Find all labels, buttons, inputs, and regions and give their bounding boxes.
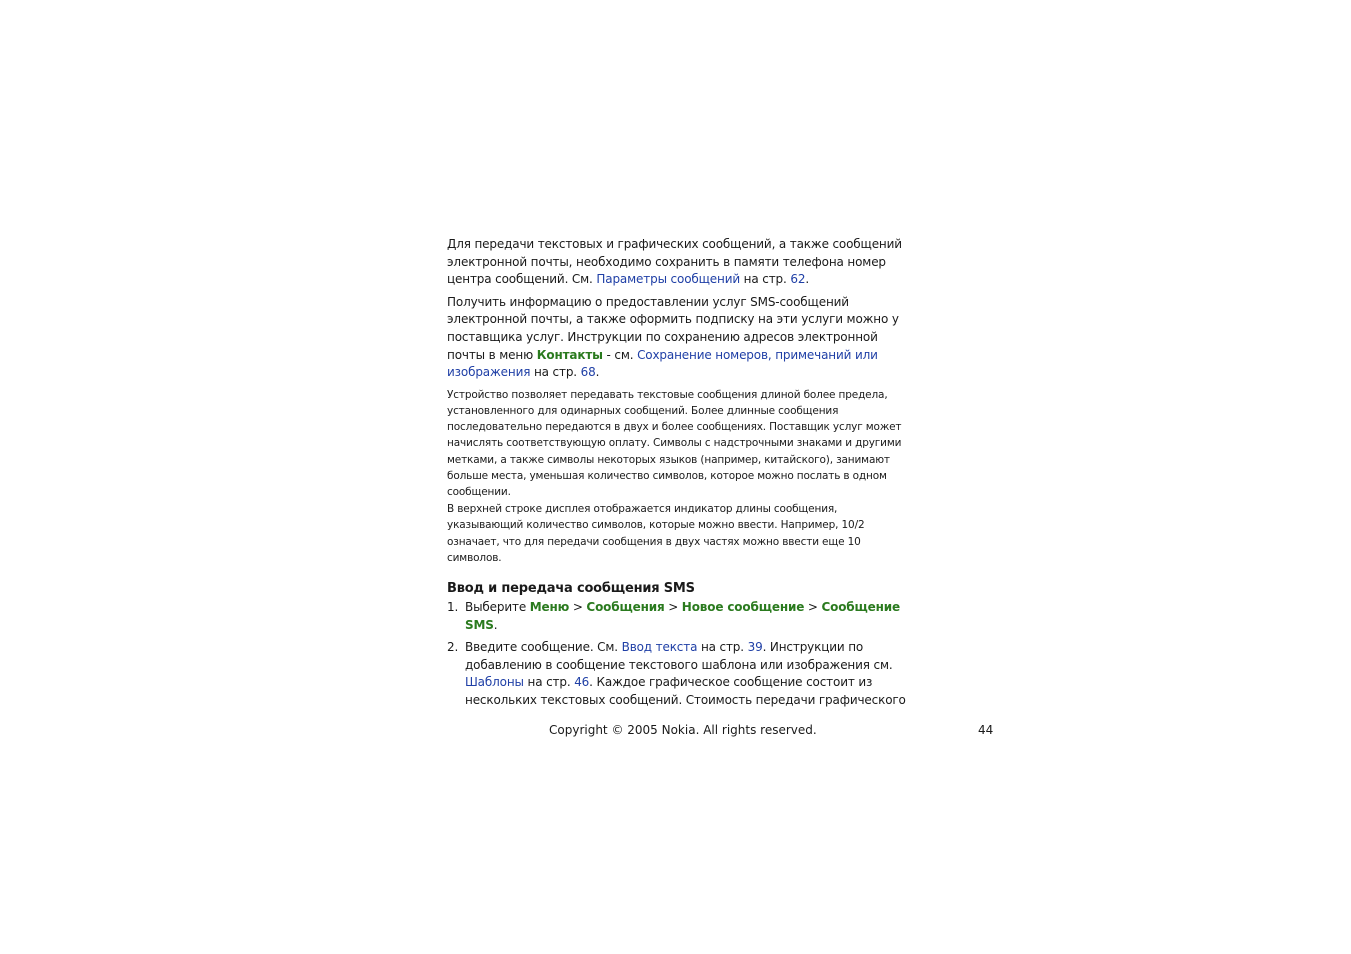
step-number: 2. <box>447 640 459 655</box>
menu-separator: > <box>569 599 587 614</box>
step-text: Введите сообщение. См. <box>465 640 622 655</box>
note-long-messages: Устройство позволяет передавать текстовые сообщения длиной более предела, установленного для одинарных сообщений. Более длинные сообщения последовательно передаются в двух и более сообщениях. Поставщик услуг может начислять соответствующую оплату. Символы с надстрочными знаками и другими метками, а также символы некоторых языков (например, китайского), занимают больше места, уменьшая количество символов, которое можно послать в одном сообщении. <box>447 388 902 498</box>
step-number: 1. <box>447 599 459 614</box>
link-text-input[interactable]: Ввод текста <box>621 640 698 655</box>
link-saving-numbers[interactable]: Сохранение номеров, примечаний или изображения <box>447 347 878 380</box>
link-message-settings[interactable]: Параметры сообщений <box>596 272 741 287</box>
paragraph-email-sms <box>447 294 909 382</box>
step-text: . <box>493 617 498 632</box>
page-number: 44 <box>978 723 994 737</box>
menu-term-sms-message: Сообщение SMS <box>465 599 901 632</box>
paragraph-message-center <box>447 236 909 289</box>
menu-term-menu: Меню <box>529 599 570 614</box>
paragraph-text: на стр. <box>740 272 791 287</box>
paragraph-text: Получить информацию о предоставлении услуг SMS-сообщений электронной почты, а также оформить подписку на эти услуги можно у поставщика услуг. Инструкции по сохранению адресов электронной почты в меню <box>447 294 899 362</box>
menu-term-contacts: Контакты <box>536 347 603 362</box>
step-text: на стр. <box>523 675 575 690</box>
step-text: . Инструкции по добавлению в сообщение текстового шаблона или изображения см. <box>465 640 893 672</box>
paragraph-text: Для передачи текстовых и графических сообщений, а также сообщений электронной почты, необходимо сохранить в памяти телефона номер центра сообщений. См. <box>447 237 902 287</box>
paragraph-text: . <box>595 365 600 380</box>
step-text: на стр. <box>697 640 748 655</box>
menu-separator: > <box>804 599 822 614</box>
page-link-39[interactable]: 39 <box>747 640 763 655</box>
step-text: . Каждое графическое сообщение состоит из нескольких текстовых сообщений. Стоимость передачи графического <box>465 675 906 707</box>
section-heading: Ввод и передача сообщения SMS <box>447 580 695 596</box>
paragraph-text: - см. <box>602 347 638 362</box>
paragraph-text: . <box>805 272 809 287</box>
list-item-step-1 <box>447 599 909 634</box>
list-item-step-2 <box>447 639 909 709</box>
menu-separator: > <box>664 599 682 614</box>
step-text: Выберите <box>465 599 530 614</box>
step-body <box>465 599 909 634</box>
page-link-68[interactable]: 68 <box>580 365 596 380</box>
link-templates[interactable]: Шаблоны <box>465 675 524 690</box>
menu-term-messages: Сообщения <box>586 599 665 614</box>
menu-term-new-message: Новое сообщение <box>681 599 805 614</box>
page-link-62[interactable]: 62 <box>790 272 806 287</box>
step-body <box>465 639 909 709</box>
note-length-indicator: В верхней строке дисплея отображается индикатор длины сообщения, указывающий количество символов, которые можно ввести. Например, 10/2 означает, что для передачи сообщения в двух частях можно ввести еще 10 символов. <box>447 503 865 564</box>
paragraph-text: на стр. <box>530 365 581 380</box>
page-link-46[interactable]: 46 <box>574 675 590 690</box>
page-content <box>447 236 909 715</box>
copyright-notice: Copyright © 2005 Nokia. All rights reserved. <box>549 723 817 737</box>
